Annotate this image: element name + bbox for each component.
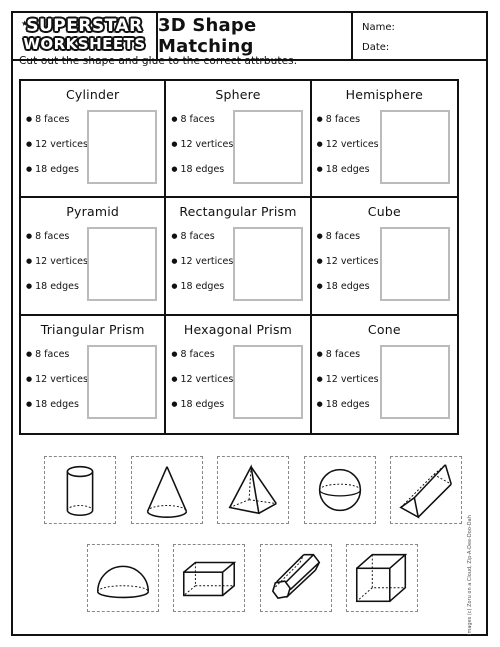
- cutout-cube[interactable]: [346, 544, 418, 612]
- cell-title: Cube: [367, 204, 401, 220]
- attribute-list: [26, 114, 88, 189]
- image-credit: Images (c) Zoru on a Cloud, Zip-A-Dee-Doo-Dah: [467, 515, 473, 635]
- attribute-item: ● 12 vertices: [317, 139, 379, 164]
- glue-box[interactable]: [87, 345, 157, 419]
- logo-line-1: SUPERSTAR: [26, 16, 143, 36]
- attribute-item: ● 18 edges: [317, 164, 379, 189]
- cylinder-icon: [45, 457, 115, 523]
- cell-title: Hemisphere: [345, 87, 423, 102]
- attribute-item: ● 18 edges: [26, 399, 88, 424]
- shape-cell-cone: [312, 316, 457, 433]
- attribute-list: [171, 231, 233, 306]
- attribute-list: [26, 231, 88, 306]
- cutout-sphere[interactable]: [304, 456, 376, 524]
- shape-cell-pyramid: [21, 198, 166, 315]
- attribute-item: ● 18 edges: [171, 399, 233, 424]
- glue-box[interactable]: [233, 345, 303, 419]
- instructions-text: Cut out the shape and glue to the correct attrbutes.: [19, 55, 298, 67]
- attribute-item: ● 12 vertices: [171, 256, 233, 281]
- attribute-item: ● 8 faces: [317, 231, 379, 256]
- attribute-list: [171, 349, 233, 424]
- cell-title: Cylinder: [65, 87, 120, 102]
- attribute-item: ● 8 faces: [171, 231, 233, 256]
- attribute-item: ● 12 vertices: [26, 139, 88, 164]
- sphere-icon: [305, 457, 375, 523]
- shape-cell-hexagonal-prism: [166, 316, 311, 433]
- cutout-cone[interactable]: [131, 456, 203, 524]
- cutout-hexagonal-prism[interactable]: [260, 544, 332, 612]
- worksheet-header: [13, 13, 486, 61]
- shape-cell-triangular-prism: [21, 316, 166, 433]
- glue-box[interactable]: [87, 227, 157, 301]
- page-title: 3D Shape Matching: [156, 13, 353, 59]
- cutout-triangular-prism[interactable]: [390, 456, 462, 524]
- attribute-item: ● 8 faces: [26, 349, 88, 374]
- glue-box[interactable]: [380, 345, 450, 419]
- attribute-item: ● 8 faces: [317, 114, 379, 139]
- attribute-item: ● 18 edges: [26, 164, 88, 189]
- pyramid-icon: [218, 457, 288, 523]
- attribute-item: ● 18 edges: [171, 281, 233, 306]
- attribute-item: ● 8 faces: [171, 349, 233, 374]
- cell-title: Cone: [367, 321, 401, 337]
- cell-title: Triangular Prism: [40, 321, 145, 337]
- cutout-rectangular-prism[interactable]: [173, 544, 245, 612]
- cell-title: Hexagonal Prism: [183, 321, 293, 337]
- attribute-item: ● 8 faces: [171, 114, 233, 139]
- attribute-item: ● 8 faces: [26, 231, 88, 256]
- attribute-list: [26, 349, 88, 424]
- rectangular-prism-icon: [174, 545, 244, 611]
- logo-line-2: WORKSHEETS: [23, 35, 146, 53]
- glue-box[interactable]: [87, 110, 157, 184]
- attribute-grid: [19, 79, 459, 435]
- attribute-list: [317, 114, 379, 189]
- glue-box[interactable]: [233, 227, 303, 301]
- cone-icon: [132, 457, 202, 523]
- shape-cell-sphere: [166, 81, 311, 198]
- student-fields: [355, 13, 486, 59]
- cutout-cylinder[interactable]: [44, 456, 116, 524]
- cube-icon: [347, 545, 417, 611]
- attribute-item: ● 18 edges: [317, 399, 379, 424]
- glue-box[interactable]: [380, 227, 450, 301]
- cell-title: Pyramid: [66, 204, 120, 220]
- attribute-item: ● 12 vertices: [171, 374, 233, 399]
- hemisphere-icon: [88, 545, 158, 611]
- attribute-item: ● 8 faces: [26, 114, 88, 139]
- shape-cell-cylinder: [21, 81, 166, 198]
- cell-title: Sphere: [215, 87, 261, 102]
- attribute-item: ● 8 faces: [317, 349, 379, 374]
- cutout-hemisphere[interactable]: [87, 544, 159, 612]
- attribute-list: [171, 114, 233, 189]
- attribute-item: ● 12 vertices: [171, 139, 233, 164]
- hexagonal-prism-icon: [261, 545, 331, 611]
- glue-box[interactable]: [233, 110, 303, 184]
- attribute-list: [317, 349, 379, 424]
- attribute-item: ● 18 edges: [26, 281, 88, 306]
- glue-box[interactable]: [380, 110, 450, 184]
- superstar-logo: ★ SUPERSTAR WORKSHEETS: [17, 16, 152, 56]
- cutout-pyramid[interactable]: [217, 456, 289, 524]
- cell-title: Rectangular Prism: [179, 204, 297, 220]
- shape-cell-hemisphere: [312, 81, 457, 198]
- triangular-prism-icon: [391, 457, 461, 523]
- shape-cell-cube: [312, 198, 457, 315]
- attribute-item: ● 12 vertices: [317, 256, 379, 281]
- attribute-item: ● 18 edges: [317, 281, 379, 306]
- shape-cell-rectangular-prism: [166, 198, 311, 315]
- attribute-item: ● 12 vertices: [26, 256, 88, 281]
- attribute-item: ● 18 edges: [171, 164, 233, 189]
- attribute-item: ● 12 vertices: [26, 374, 88, 399]
- date-field[interactable]: Date:: [362, 42, 390, 53]
- attribute-list: [317, 231, 379, 306]
- attribute-item: ● 12 vertices: [317, 374, 379, 399]
- name-field[interactable]: Name:: [362, 22, 395, 33]
